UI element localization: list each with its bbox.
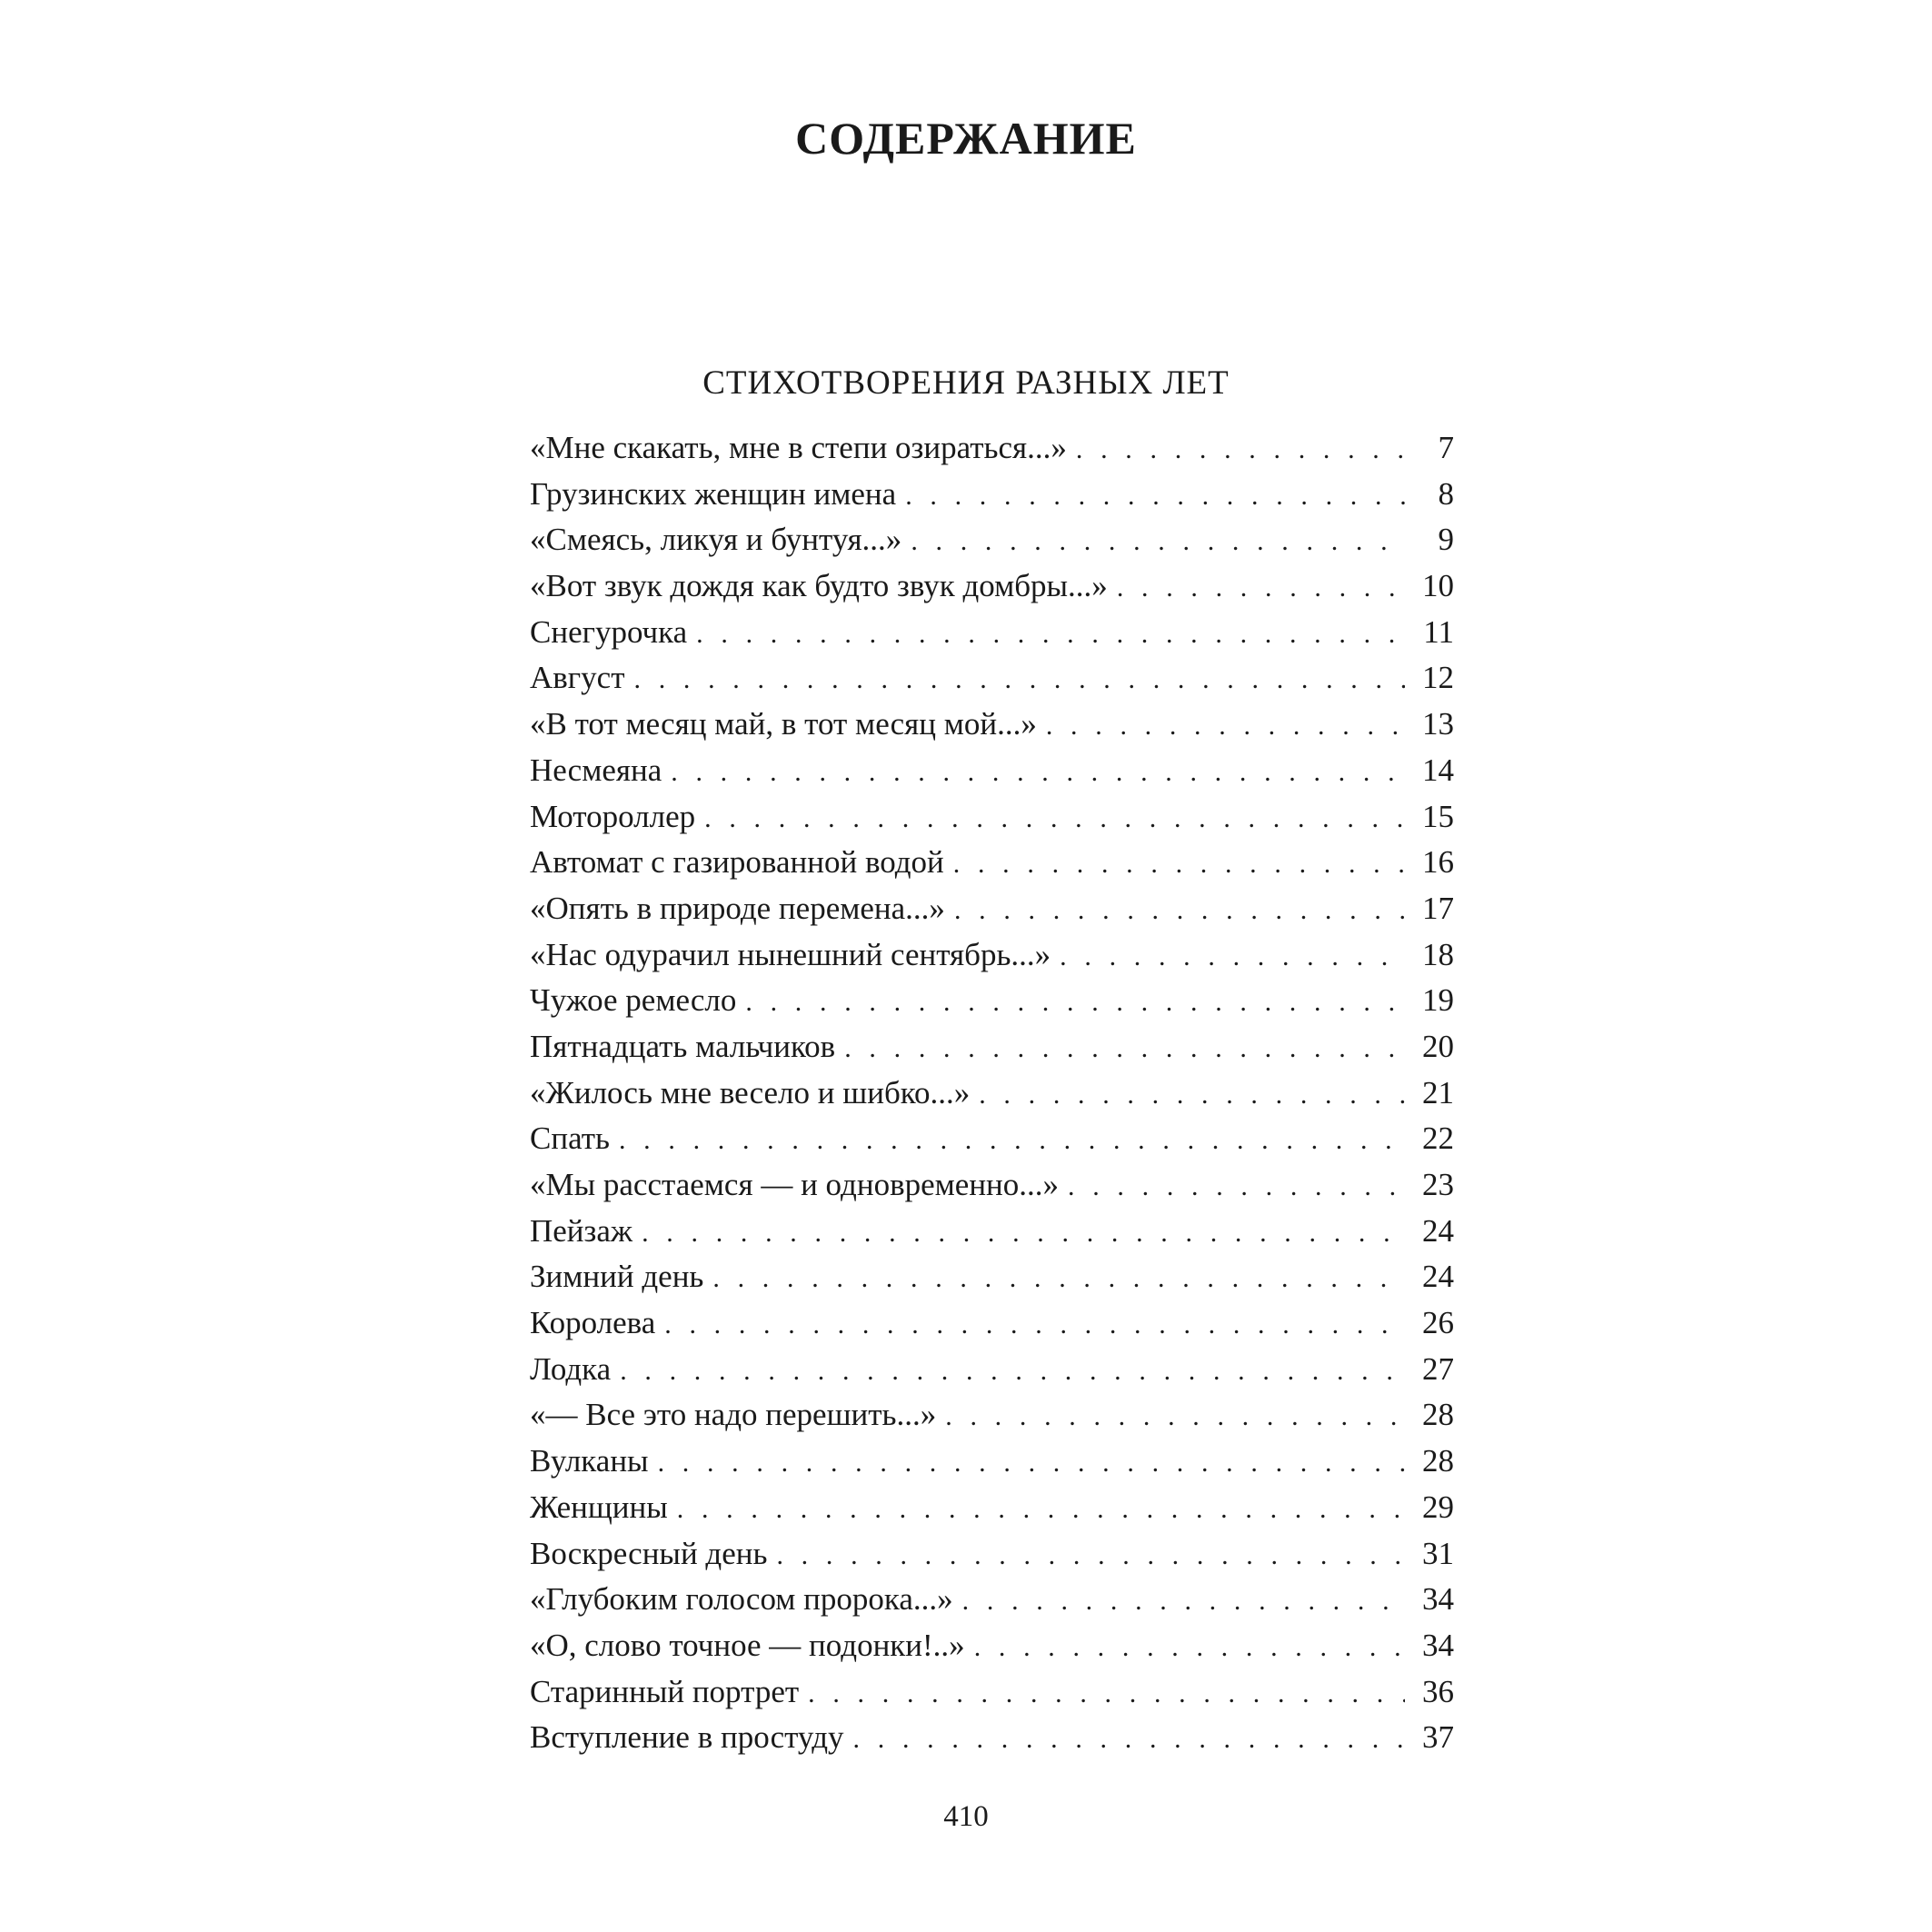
toc-entry-title: Лодка [530,1350,612,1387]
toc-entry-title: Чужое ремесло [530,982,737,1019]
dot-leader [776,1533,1405,1578]
toc-entry-title: «Жилось мне весело и шибко...» [530,1074,971,1110]
toc-entry[interactable] [530,1669,1454,1716]
toc-entry-page: 23 [1422,1167,1454,1202]
toc-entry-title: «О, слово точное — подонки!..» [530,1627,965,1663]
toc-entry-page: 31 [1422,1535,1454,1571]
dot-leader [619,1118,1405,1162]
toc-entry-page: 20 [1422,1028,1454,1064]
toc-entry-page: 28 [1422,1397,1454,1433]
toc-entry[interactable] [530,886,1454,932]
toc-entry-title: «Мы расстаемся — и одновременно...» [530,1167,1060,1202]
dot-leader [1068,1164,1405,1209]
toc-entry-title: «Нас одурачил нынешний сентябрь...» [530,936,1051,972]
dot-leader [954,888,1405,932]
table-of-contents [530,425,1454,1761]
toc-entry-page: 28 [1422,1443,1454,1479]
toc-entry[interactable] [530,1577,1454,1623]
toc-entry-title: «— Все это надо перешить...» [530,1397,937,1433]
toc-entry[interactable] [530,702,1454,748]
dot-leader [634,657,1406,702]
toc-entry-page: 14 [1422,752,1454,788]
toc-entry-page: 34 [1422,1581,1454,1618]
toc-entry[interactable] [530,1116,1454,1162]
dot-leader [844,1026,1405,1071]
toc-entry[interactable] [530,1254,1454,1300]
toc-entry-title: «В тот месяц май, в тот месяц мой...» [530,706,1037,742]
toc-entry[interactable] [530,1715,1454,1761]
toc-entry[interactable] [530,563,1454,610]
toc-entry[interactable] [530,655,1454,702]
toc-entry-title: Зимний день [530,1259,704,1295]
dot-leader [974,1625,1405,1669]
toc-entry-page: 12 [1422,660,1454,696]
toc-entry[interactable] [530,472,1454,518]
toc-entry-page: 26 [1422,1305,1454,1341]
dot-leader [911,519,1405,563]
toc-entry-title: Спать [530,1120,610,1157]
toc-entry[interactable] [530,840,1454,886]
toc-entry[interactable] [530,425,1454,472]
toc-entry-page: 36 [1422,1673,1454,1709]
toc-entry-title: Грузинских женщин имена [530,475,897,512]
dot-leader [945,1394,1405,1439]
toc-entry-title: Воскресный день [530,1535,768,1571]
toc-entry-title: Автомат с газированной водой [530,844,944,881]
toc-entry[interactable] [530,1485,1454,1531]
page-number: 410 [943,1800,989,1833]
dot-leader [671,750,1405,794]
toc-entry[interactable] [530,1392,1454,1439]
dot-leader [642,1210,1405,1255]
toc-entry-title: «Глубоким голосом пророка...» [530,1581,953,1618]
toc-entry-title: Вступление в простуду [530,1719,844,1756]
section-title: СТИХОТВОРЕНИЯ РАЗНЫХ ЛЕТ [702,364,1230,402]
toc-entry-page: 7 [1438,430,1454,465]
dot-leader [1076,427,1405,472]
toc-entry[interactable] [530,1531,1454,1578]
toc-entry[interactable] [530,610,1454,656]
toc-entry-page: 19 [1422,982,1454,1019]
toc-entry[interactable] [530,1300,1454,1347]
dot-leader [953,842,1405,886]
toc-entry[interactable] [530,1439,1454,1485]
toc-entry[interactable] [530,748,1454,794]
toc-entry-title: «Опять в природе перемена...» [530,890,945,926]
toc-entry[interactable] [530,1071,1454,1117]
page-title: СОДЕРЖАНИЕ [795,113,1137,164]
toc-entry-title: Старинный портрет [530,1673,800,1709]
toc-entry-page: 10 [1422,568,1454,604]
toc-entry-page: 8 [1438,475,1454,512]
toc-entry[interactable] [530,1623,1454,1669]
toc-entry-title: Королева [530,1305,656,1341]
toc-entry-title: «Вот звук дождя как будто звук домбры...» [530,568,1108,604]
dot-leader [962,1578,1405,1623]
toc-entry-page: 24 [1422,1259,1454,1295]
toc-entry-page: 18 [1422,936,1454,972]
toc-entry-title: Снегурочка [530,613,688,650]
dot-leader [808,1671,1405,1716]
toc-entry[interactable] [530,1347,1454,1393]
toc-entry-page: 27 [1422,1350,1454,1387]
toc-entry[interactable] [530,932,1454,979]
toc-entry-title: Пятнадцать мальчиков [530,1028,836,1064]
toc-entry-title: Женщины [530,1489,668,1525]
toc-entry-page: 22 [1422,1120,1454,1157]
toc-entry-page: 21 [1422,1074,1454,1110]
toc-entry-title: Несмеяна [530,752,662,788]
toc-entry[interactable] [530,794,1454,841]
toc-entry[interactable] [530,978,1454,1024]
dot-leader [853,1717,1405,1761]
toc-entry-title: «Мне скакать, мне в степи озираться...» [530,430,1067,465]
toc-entry-page: 17 [1422,890,1454,926]
toc-entry-page: 29 [1422,1489,1454,1525]
dot-leader [1046,703,1405,748]
toc-entry-page: 9 [1438,522,1454,558]
toc-entry[interactable] [530,1209,1454,1255]
toc-entry[interactable] [530,1162,1454,1209]
toc-entry-page: 34 [1422,1627,1454,1663]
dot-leader [1060,934,1405,979]
dot-leader [712,1256,1405,1300]
dot-leader [979,1072,1405,1117]
toc-entry[interactable] [530,1024,1454,1071]
toc-entry-page: 13 [1422,706,1454,742]
dot-leader [696,612,1405,656]
toc-entry-page: 24 [1422,1212,1454,1249]
toc-entry-title: «Смеясь, ликуя и бунтуя...» [530,522,902,558]
toc-entry-title: Пейзаж [530,1212,633,1249]
toc-entry-page: 11 [1423,613,1454,650]
toc-entry-page: 16 [1422,844,1454,881]
dot-leader [905,473,1405,518]
dot-leader [745,980,1405,1024]
dot-leader [658,1440,1405,1485]
toc-entry-title: Вулканы [530,1443,649,1479]
dot-leader [704,796,1405,841]
dot-leader [620,1349,1405,1393]
toc-entry[interactable] [530,517,1454,563]
toc-entry-page: 37 [1422,1719,1454,1756]
dot-leader [1117,565,1405,610]
toc-entry-title: Август [530,660,625,696]
dot-leader [664,1302,1405,1347]
dot-leader [677,1487,1405,1531]
toc-entry-title: Мотороллер [530,798,696,834]
toc-entry-page: 15 [1422,798,1454,834]
